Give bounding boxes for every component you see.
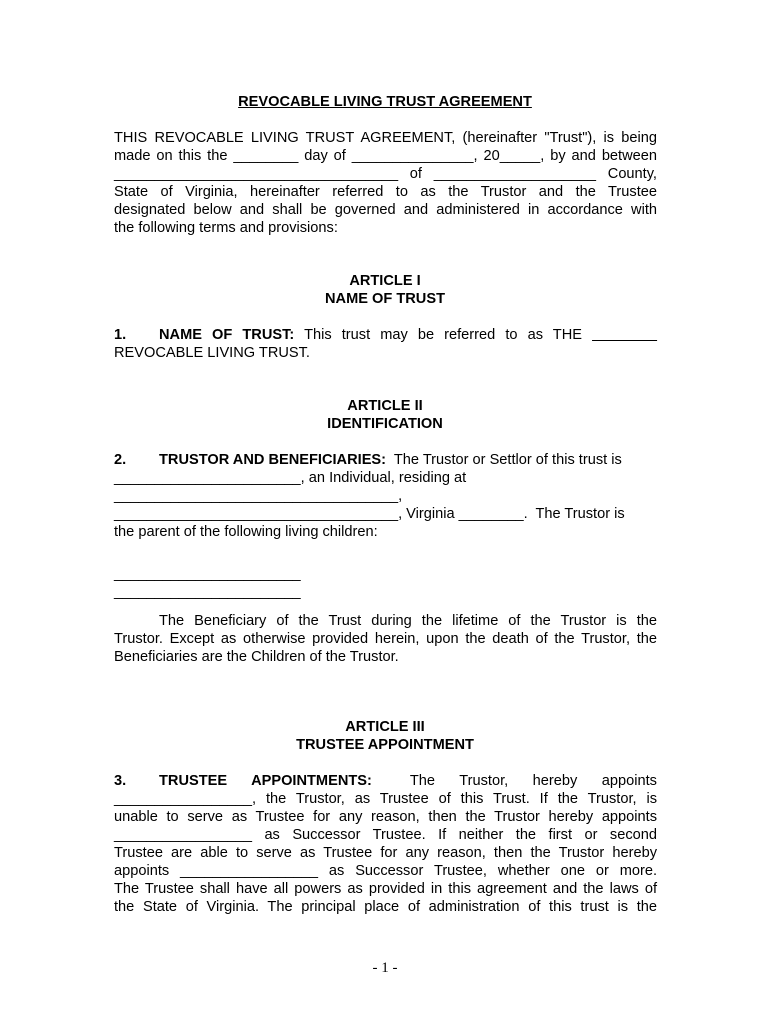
page-number: - 1 - [372,960,398,976]
article-3-heading: ARTICLE III [345,719,425,735]
children-list [114,565,657,601]
article-2-subheading: IDENTIFICATION [327,416,443,432]
intro-line: the following terms and provisions: [114,220,338,236]
intro-line: THIS REVOCABLE LIVING TRUST AGREEMENT, (hereinafter "Trust"), is being [114,130,657,146]
section-label: TRUSTEE APPOINTMENTS: [159,773,372,789]
section-text: The Trustor or Settlor of this trust is [386,452,622,468]
section-2-line: ___________________________________, [114,488,403,504]
section-3-line: The Trustee shall have all powers as provided in this agreement and the laws of [114,881,657,897]
section-3-line: unable to serve as Trustee for any reason, then the Trustor hereby appoints [114,809,657,825]
document-title: REVOCABLE LIVING TRUST AGREEMENT [238,94,532,110]
section-3-line: the State of Virginia. The principal place of administration of this trust is the [114,899,657,915]
section-2-line: ___________________________________, Virginia ________. The Trustor is [114,506,625,522]
article-3-subheading: TRUSTEE APPOINTMENT [296,737,474,753]
section-number: 3. [114,773,127,789]
child-blank: _______________________ [114,584,301,600]
beneficiary-line: Beneficiaries are the Children of the Trustor. [114,649,399,665]
section-text: This trust may be referred to as THE [294,327,593,343]
article-1-subheading: NAME OF TRUST [325,291,445,307]
beneficiary-paragraph [114,612,657,666]
section-3-line: appoints _________________ as Successor Trustee, whether one or more. [114,863,657,879]
beneficiary-text: The Beneficiary of the Trust during the lifetime of the Trustor is the [159,613,657,629]
beneficiary-line: Trustor. Except as otherwise provided herein, upon the death of the Trustor, the [114,631,657,647]
section-3-line [114,772,657,790]
section-1-line: REVOCABLE LIVING TRUST. [114,345,310,361]
trust-name-blank: ________ [592,327,658,343]
section-3-line: _________________ as Successor Trustee. If neither the first or second [114,827,657,843]
section-number: 1. [114,327,127,343]
intro-line: made on this the ________ day of _______________, 20_____, by and between [114,148,657,164]
section-2-line [114,451,657,469]
intro-line: State of Virginia, hereinafter referred to as the Trustor and the Trustee [114,184,657,200]
section-2-line: _______________________, an Individual, residing at [114,470,467,486]
article-2-section [114,451,657,541]
section-label: NAME OF TRUST: [159,327,295,343]
section-3-line: Trustee are able to serve as Trustee for any reason, then the Trustor hereby [114,845,657,861]
section-text: The Trustor, hereby appoints [409,773,657,789]
article-1-section [114,326,657,362]
article-1-heading: ARTICLE I [349,273,421,289]
article-2-heading: ARTICLE II [347,398,423,414]
intro-paragraph [114,129,657,237]
intro-line: ___________________________________ of ____________________ County, [114,166,657,182]
section-1-line [114,326,657,344]
child-blank: _______________________ [114,566,301,582]
section-number: 2. [114,452,127,468]
section-2-line: the parent of the following living children: [114,524,378,540]
article-3-section [114,772,657,916]
section-label: TRUSTOR AND BENEFICIARIES: [159,452,387,468]
beneficiary-line [114,612,657,630]
intro-line: designated below and shall be governed and administered in accordance with [114,202,657,218]
section-3-line: _________________, the Trustor, as Trustee of this Trust. If the Trustor, is [114,791,657,807]
